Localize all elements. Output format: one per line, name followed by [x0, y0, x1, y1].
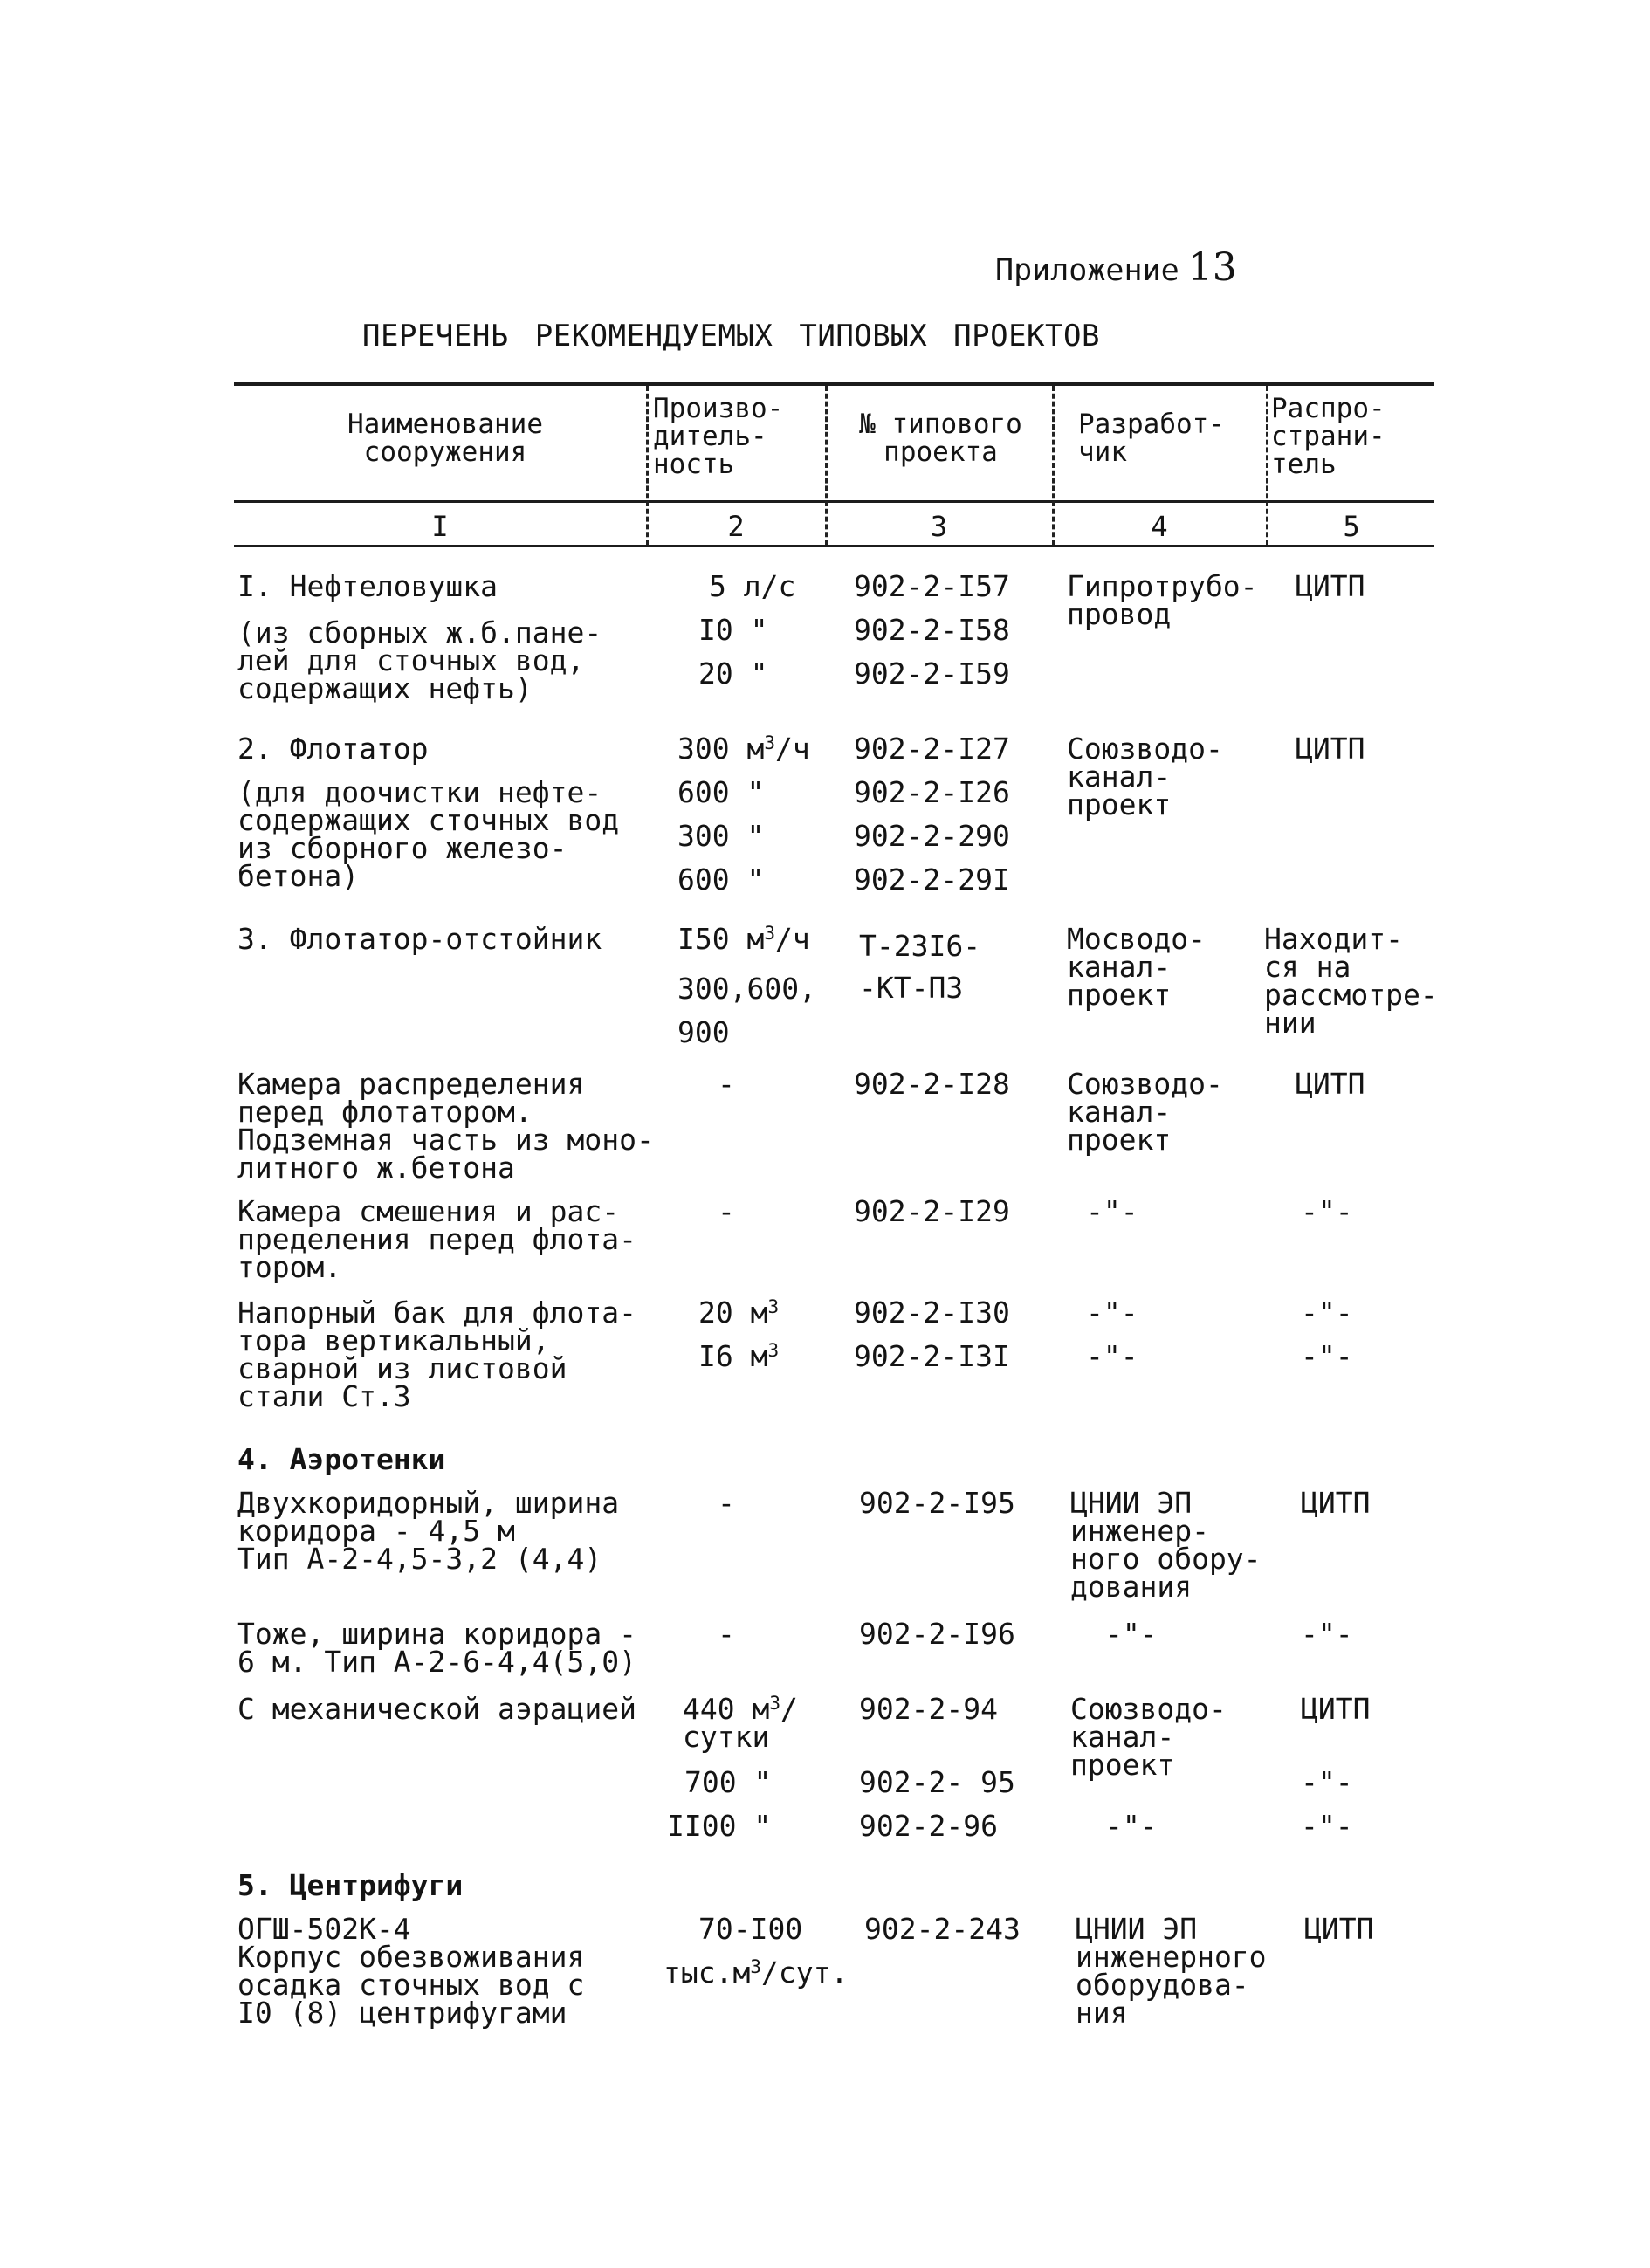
project-number: 902-2-I29 — [854, 1194, 1010, 1228]
capacity-value: 600 " — [677, 863, 765, 897]
capacity-value: I0 " — [698, 613, 768, 647]
capacity-value: - — [718, 1617, 735, 1651]
distributor: ЦИТП — [1301, 1486, 1371, 1520]
distributor: ЦИТП — [1304, 1912, 1374, 1946]
capacity-value: $тыс.м^3$/сут. — [663, 1955, 849, 1990]
distributor: ЦИТП — [1301, 1692, 1371, 1726]
developer: Союзводо- канал- проект — [1067, 1067, 1223, 1157]
row-name: Камера распределения перед флотатором. Подземная часть из моно- литного ж.бетона — [237, 1067, 654, 1185]
developer: Гипротрубо- провод — [1067, 569, 1258, 631]
row-name: Камера смешения и рас- пределения перед флота- тором. — [237, 1194, 636, 1284]
column-number: 5 — [1343, 510, 1360, 543]
capacity-value: 700 " — [684, 1765, 772, 1799]
project-number: 902-2-290 — [854, 819, 1010, 853]
project-number: 902-2- 95 — [859, 1765, 1015, 1799]
row-note: (из сборных ж.б.пане- лей для сточных вод, содержащих нефть) — [237, 615, 602, 705]
capacity-value: 70-I00 — [698, 1912, 803, 1946]
project-number: 902-2-I95 — [859, 1486, 1015, 1520]
capacity-value: 20 $м^3$ — [698, 1296, 780, 1330]
project-number: Т-23I6- -КТ-ПЗ — [859, 929, 981, 1005]
developer: Мосводо- канал- проект — [1067, 922, 1206, 1012]
row-name: 2. Флотатор — [237, 732, 429, 766]
title-word: ПРОЕКТОВ — [953, 319, 1100, 354]
distributor: ЦИТП — [1296, 1067, 1365, 1101]
capacity-value: - — [718, 1194, 735, 1228]
developer: -"- — [1086, 1339, 1138, 1373]
row-name: 3. Флотатор-отстойник — [237, 922, 602, 956]
project-number: 902-2-29I — [854, 863, 1010, 897]
developer: -"- — [1086, 1194, 1138, 1228]
project-number: 902-2-96 — [859, 1809, 998, 1843]
developer: ЦНИИ ЭП инженерного оборудова- ния — [1076, 1912, 1267, 2030]
title-word: ТИПОВЫХ — [799, 319, 928, 354]
capacity-value: 5 л/с — [709, 569, 796, 603]
header-capacity: Произво- дитель- ность — [653, 393, 784, 480]
title-word: ПЕРЕЧЕНЬ — [362, 319, 509, 354]
row-name: ОГШ-502К-4 Корпус обезвоживания осадка сточных вод с I0 (8) центрифугами — [237, 1912, 585, 2030]
developer: Союзводо- канал- проект — [1070, 1692, 1227, 1782]
capacity-value: 300 " — [677, 819, 765, 853]
developer: ЦНИИ ЭП инженер- ного обору- дования — [1070, 1486, 1262, 1604]
row-name: Напорный бак для флота- тора вертикальный, сварной из листовой стали Ст.3 — [237, 1296, 636, 1413]
row-name: Тоже, ширина коридора - 6 м. Тип А-2-6-4,4(5,0) — [237, 1617, 636, 1679]
distributor: -"- — [1301, 1296, 1353, 1330]
column-number: 4 — [1151, 510, 1168, 543]
project-number: 902-2-I27 — [854, 732, 1010, 766]
project-number: 902-2-94 — [859, 1692, 998, 1726]
capacity-value: II00 " — [667, 1809, 772, 1843]
project-number: 902-2-I30 — [854, 1296, 1010, 1330]
row-name: Двухкоридорный, ширина коридора - 4,5 м Тип А-2-4,5-3,2 (4,4) — [237, 1486, 620, 1576]
header-bottom-rule — [234, 500, 1434, 503]
row-name: I. Нефтеловушка — [237, 569, 498, 603]
title-word: РЕКОМЕНДУЕМЫХ — [534, 319, 773, 354]
project-number: 902-2-I3I — [854, 1339, 1010, 1373]
distributor: -"- — [1301, 1194, 1353, 1228]
appendix-label: Приложение 13 — [995, 245, 1237, 290]
distributor: ЦИТП — [1296, 732, 1365, 766]
project-number: 902-2-I26 — [854, 775, 1010, 809]
section-heading: 4. Аэротенки — [237, 1442, 446, 1476]
header-developer: Разработ- чик — [1078, 409, 1225, 468]
distributor: Находит- ся на рассмотре- нии — [1264, 922, 1438, 1040]
section-heading: 5. Центрифуги — [237, 1868, 464, 1902]
header-distributor: Распро- страни- тель — [1271, 393, 1385, 480]
header-name: Наименование сооружения — [347, 409, 543, 468]
table-top-rule — [234, 382, 1434, 386]
header-project-number: № типового проекта — [859, 409, 1022, 468]
capacity-value: I6 $м^3$ — [698, 1339, 780, 1373]
row-name: С механической аэрацией — [237, 1692, 636, 1726]
project-number: 902-2-I28 — [854, 1067, 1010, 1101]
developer: -"- — [1105, 1809, 1158, 1843]
capacity-value: I50 $м^3/ч$ — [677, 922, 810, 956]
capacity-value: 600 " — [677, 775, 765, 809]
distributor: ЦИТП — [1296, 569, 1365, 603]
capacity-value: 300 $м^3/ч$ — [677, 732, 810, 766]
capacity-value: 300,600, 900 — [677, 972, 816, 1049]
capacity-value: 20 " — [698, 656, 768, 691]
column-numbers-rule — [234, 545, 1434, 547]
column-number: I — [431, 510, 449, 543]
capacity-value: 440 $м^3/$ сутки — [683, 1692, 798, 1754]
document-title — [362, 319, 1126, 354]
capacity-value: - — [718, 1067, 735, 1101]
distributor: -"- — [1301, 1617, 1353, 1651]
project-number: 902-2-I58 — [854, 613, 1010, 647]
project-number: 902-2-243 — [864, 1912, 1021, 1946]
project-number: 902-2-I96 — [859, 1617, 1015, 1651]
project-number: 902-2-I59 — [854, 656, 1010, 691]
capacity-value: - — [718, 1486, 735, 1520]
column-number: 2 — [727, 510, 745, 543]
distributor: -"- — [1301, 1339, 1353, 1373]
project-number: 902-2-I57 — [854, 569, 1010, 603]
distributor: -"- — [1301, 1809, 1353, 1843]
distributor: -"- — [1301, 1765, 1353, 1799]
row-note: (для доочистки нефте- содержащих сточных вод из сборного железо- бетона) — [237, 775, 620, 893]
developer: Союзводо- канал- проект — [1067, 732, 1223, 821]
developer: -"- — [1086, 1296, 1138, 1330]
column-number: 3 — [930, 510, 948, 543]
appendix-number: 13 — [1187, 245, 1237, 290]
developer: -"- — [1105, 1617, 1158, 1651]
